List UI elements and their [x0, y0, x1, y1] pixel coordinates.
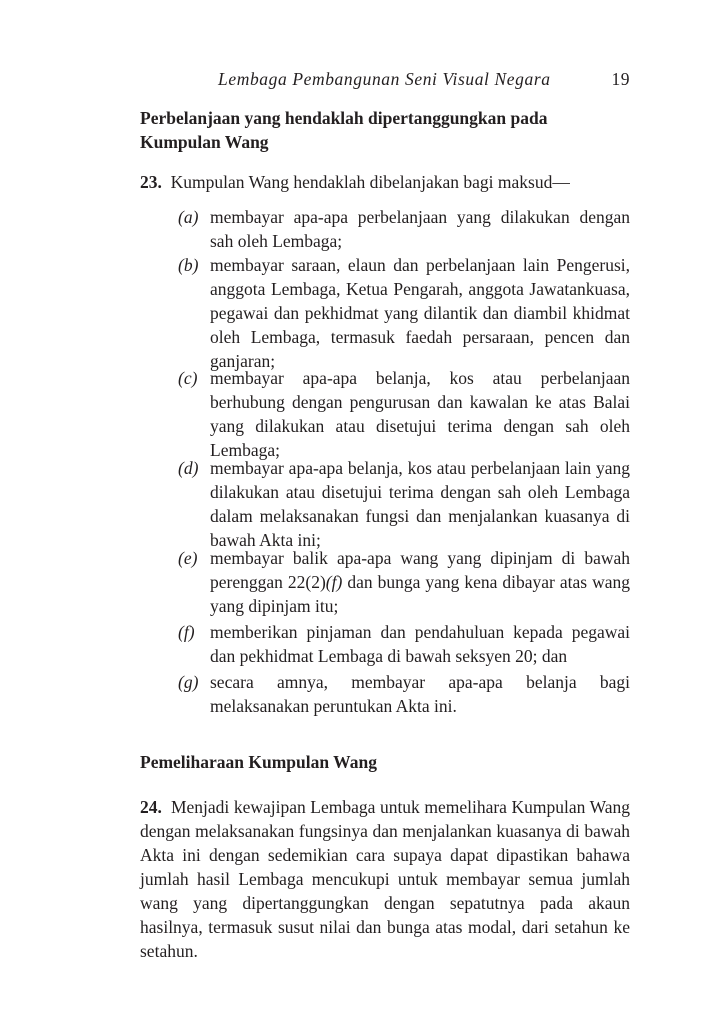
- section-23-intro: [140, 170, 630, 194]
- list-item-d: [178, 456, 630, 552]
- section-24-number: 24.: [140, 797, 162, 817]
- list-item-g: [178, 670, 630, 718]
- section-heading-maintenance: Pemeliharaan Kumpulan Wang: [140, 752, 377, 772]
- item-label: (d): [178, 458, 199, 478]
- section-23-text: Kumpulan Wang hendaklah dibelanjakan bagi maksud—: [170, 172, 570, 192]
- list-item-e: [178, 546, 630, 618]
- item-text: memberikan pinjaman dan pendahuluan kepada pegawai dan pekhidmat Lembaga di bawah seksyen 20; dan: [210, 622, 630, 666]
- section-24-paragraph: [140, 795, 630, 963]
- page-number: 19: [611, 69, 630, 89]
- item-text: membayar apa-apa belanja, kos atau perbelanjaan berhubung dengan pengurusan dan kawalan ke atas Balai yang dilakukan atau disetujui terima dengan sah oleh Lembaga;: [210, 368, 630, 460]
- item-label: (a): [178, 207, 199, 227]
- running-head-title: Lembaga Pembangunan Seni Visual Negara: [218, 69, 551, 89]
- list-item-f: [178, 620, 630, 668]
- item-label: (b): [178, 255, 199, 275]
- item-label: (e): [178, 548, 198, 568]
- item-text: membayar saraan, elaun dan perbelanjaan lain Pengerusi, anggota Lembaga, Ketua Pengarah, anggota Jawatankuasa, pegawai dan pekhidmat yang dilantik dan diambil khidmat oleh Lembaga, termasuk faedah persaraan, pencen dan ganjaran;: [210, 255, 630, 371]
- section-heading-spending: Perbelanjaan yang hendaklah dipertanggungkan pada Kumpulan Wang: [140, 108, 548, 152]
- list-item-b: [178, 253, 630, 373]
- item-text-before: membayar balik apa-apa wang yang dipinjam di bawah perenggan 22(2): [210, 548, 630, 592]
- item-label: (c): [178, 368, 198, 388]
- list-item-a: [178, 205, 630, 253]
- item-text: secara amnya, membayar apa-apa belanja bagi melaksanakan peruntukan Akta ini.: [210, 672, 630, 716]
- section-24-text: Menjadi kewajipan Lembaga untuk memelihara Kumpulan Wang dengan melaksanakan fungsinya dan menjalankan kuasanya di bawah Akta ini dengan sedemikian cara supaya dapat dipastikan bahawa jumlah hasil Lembaga mencukupi untuk membayar semua jumlah wang yang dipertanggungkan dengan sepatutnya pada akaun hasilnya, termasuk susut nilai dan bunga atas modal, dari setahun ke setahun.: [140, 797, 630, 961]
- item-label: (f): [178, 622, 195, 642]
- item-label: (g): [178, 672, 199, 692]
- item-text-after: dan bunga yang kena dibayar atas wang yang dipinjam itu;: [210, 572, 630, 616]
- item-text-italic: (f): [325, 572, 343, 592]
- item-text: membayar apa-apa perbelanjaan yang dilakukan dengan sah oleh Lembaga;: [210, 207, 630, 251]
- section-23-number: 23.: [140, 172, 162, 192]
- item-text: membayar apa-apa belanja, kos atau perbelanjaan lain yang dilakukan atau disetujui terima dengan sah oleh Lembaga dalam melaksanakan fungsi dan menjalankan kuasanya di bawah Akta ini;: [210, 458, 630, 550]
- running-head: [140, 66, 630, 92]
- list-item-c: [178, 366, 630, 462]
- item-text: [210, 546, 630, 618]
